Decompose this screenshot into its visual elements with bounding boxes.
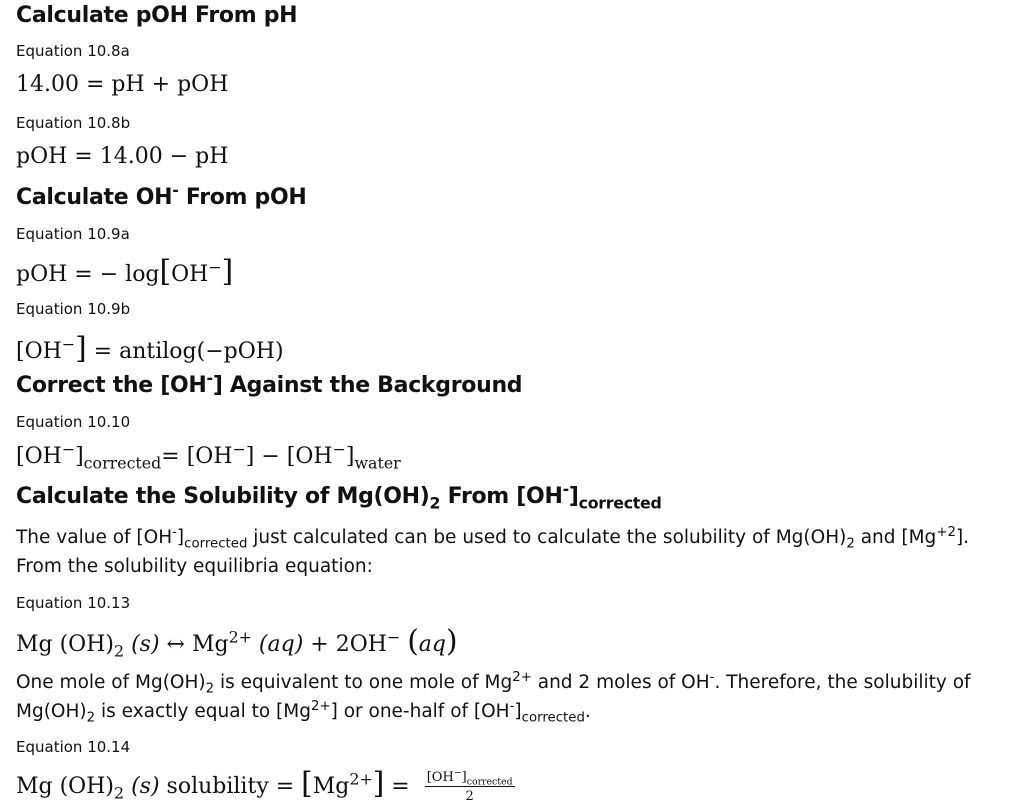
- equation-10-8b: pOH = 14.00 − pH: [16, 144, 229, 169]
- equation-10-13: Mg $(OH)_2$ (s) ↔ $Mg^{2+}$ (aq) + 2OH− (aq): [16, 624, 458, 661]
- heading-calculate-oh: Calculate OH- From pOH: [16, 180, 307, 210]
- equation-label-10-14: Equation 10.14: [16, 738, 131, 756]
- heading-correct-oh: Correct the [OH-] Against the Background: [16, 368, 523, 398]
- equation-10-14: Mg $(OH)_2$ (s) solubility = $[Mg^{2+}]$ = $\frac{[OH^-]_{corrected}}{2}$: [16, 766, 513, 804]
- equation-10-9b: [OH−] = antilog(−pOH): [16, 331, 284, 366]
- equation-label-10-10: Equation 10.10: [16, 413, 131, 431]
- equation-label-10-8a: Equation 10.8a: [16, 42, 130, 60]
- heading-calculate-poh: Calculate pOH From pH: [16, 3, 298, 28]
- equation-10-8a: 14.00 = pH + pOH: [16, 72, 229, 97]
- paragraph-solubility-explanation: One mole of $Mg(OH)_2$ is equivalent to one mole of $Mg^{2+}$ and 2 moles of OH-. Therefore, the solubility of $Mg(OH)_2$ is exactly equal to $[Mg^{2+}]$ or one-half of $[OH^-]_{corrected}$.: [16, 669, 971, 726]
- equation-label-10-9a: Equation 10.9a: [16, 225, 130, 243]
- equation-label-10-8b: Equation 10.8b: [16, 114, 131, 132]
- equation-label-10-9b: Equation 10.9b: [16, 300, 131, 318]
- heading-solubility: Calculate the Solubility of $Mg(OH)_2$ From $[OH^-]_{corrected}$: [16, 479, 662, 513]
- paragraph-solubility-intro: The value of $[OH^-]_{corrected}$ just calculated can be used to calculate the solubility of $Mg(OH)_2$ and $[Mg^{+2}]$. From the solubility equilibria equation:: [16, 524, 970, 577]
- equation-10-9a: pOH = − log[OH−]: [16, 254, 234, 289]
- equation-label-10-13: Equation 10.13: [16, 594, 131, 612]
- equation-10-10: $[OH^-]_{corrected}= [OH^-] - [OH^-]_{water}$: [16, 439, 401, 473]
- fraction-oh-over-2: $\frac{[OH^-]_{corrected}}{2}$: [426, 767, 513, 804]
